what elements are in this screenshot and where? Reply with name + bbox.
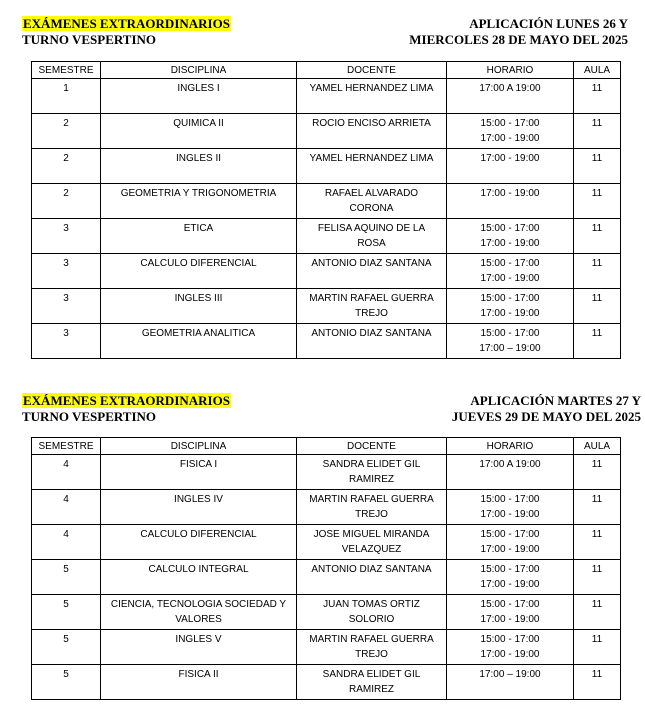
cell-docente: FELISA AQUINO DE LA ROSA [297,219,447,254]
col-header-disciplina: DISCIPLINA [101,438,297,455]
col-header-docente: DOCENTE [297,438,447,455]
cell-semestre: 2 [32,114,101,149]
cell-aula: 11 [574,630,621,665]
application-line-2: MIERCOLES 28 DE MAYO DEL 2025 [409,32,628,47]
section-shift: TURNO VESPERTINO [22,409,157,424]
cell-disciplina: INGLES II [101,149,297,184]
cell-docente: MARTIN RAFAEL GUERRA TREJO [297,289,447,324]
cell-docente: YAMEL HERNANDEZ LIMA [297,149,447,184]
cell-horario: 15:00 - 17:00 17:00 – 19:00 [447,324,574,359]
col-header-docente: DOCENTE [297,62,447,79]
cell-horario: 15:00 - 17:00 17:00 - 19:00 [447,289,574,324]
cell-docente: JOSE MIGUEL MIRANDA VELAZQUEZ [297,525,447,560]
cell-aula: 11 [574,455,621,490]
cell-horario: 17:00 A 19:00 [447,79,574,114]
cell-aula: 11 [574,490,621,525]
col-header-horario: HORARIO [447,62,574,79]
application-dates [452,393,641,425]
cell-horario: 15:00 - 17:00 17:00 - 19:00 [447,254,574,289]
table-row [32,324,621,359]
cell-semestre: 4 [32,455,101,490]
cell-disciplina: FISICA I [101,455,297,490]
cell-semestre: 5 [32,630,101,665]
cell-aula: 11 [574,79,621,114]
cell-horario: 17:00 – 19:00 [447,665,574,700]
cell-docente: MARTIN RAFAEL GUERRA TREJO [297,630,447,665]
cell-docente: RAFAEL ALVARADO CORONA [297,184,447,219]
cell-semestre: 5 [32,665,101,700]
cell-semestre: 3 [32,324,101,359]
col-header-horario: HORARIO [447,438,574,455]
table-row [32,289,621,324]
application-line-1: APLICACIÓN LUNES 26 Y [469,16,628,31]
cell-docente: SANDRA ELIDET GIL RAMIREZ [297,665,447,700]
table-row [32,149,621,184]
col-header-disciplina: DISCIPLINA [101,62,297,79]
cell-semestre: 5 [32,560,101,595]
table-row [32,455,621,490]
exam-table [31,61,621,359]
col-header-aula: AULA [574,62,621,79]
section-title: EXÁMENES EXTRAORDINARIOS [23,16,230,31]
cell-semestre: 2 [32,149,101,184]
cell-horario: 15:00 - 17:00 17:00 - 19:00 [447,490,574,525]
application-line-2: JUEVES 29 DE MAYO DEL 2025 [451,409,641,424]
cell-disciplina: QUIMICA II [101,114,297,149]
cell-semestre: 4 [32,525,101,560]
col-header-semestre: SEMESTRE [32,438,101,455]
cell-semestre: 3 [32,219,101,254]
table-row [32,79,621,114]
application-dates [409,16,628,48]
table-row [32,254,621,289]
cell-horario: 17:00 - 19:00 [447,149,574,184]
cell-aula: 11 [574,525,621,560]
cell-disciplina: CALCULO DIFERENCIAL [101,254,297,289]
cell-disciplina: GEOMETRIA ANALITICA [101,324,297,359]
cell-aula: 11 [574,324,621,359]
cell-aula: 11 [574,219,621,254]
cell-horario: 15:00 - 17:00 17:00 - 19:00 [447,630,574,665]
cell-disciplina: GEOMETRIA Y TRIGONOMETRIA [101,184,297,219]
cell-semestre: 3 [32,254,101,289]
cell-aula: 11 [574,560,621,595]
cell-horario: 15:00 - 17:00 17:00 - 19:00 [447,219,574,254]
table-header-row [32,62,621,79]
cell-horario: 17:00 A 19:00 [447,455,574,490]
cell-aula: 11 [574,289,621,324]
exam-table [31,437,621,700]
cell-disciplina: ETICA [101,219,297,254]
cell-disciplina: CIENCIA, TECNOLOGIA SOCIEDAD Y VALORES [101,595,297,630]
cell-disciplina: INGLES I [101,79,297,114]
cell-horario: 15:00 - 17:00 17:00 - 19:00 [447,560,574,595]
table-row [32,595,621,630]
table-row [32,490,621,525]
cell-disciplina: INGLES V [101,630,297,665]
section-shift: TURNO VESPERTINO [22,32,157,47]
cell-aula: 11 [574,114,621,149]
table-header-row [32,438,621,455]
cell-disciplina: CALCULO INTEGRAL [101,560,297,595]
table-row [32,114,621,149]
cell-horario: 15:00 - 17:00 17:00 - 19:00 [447,114,574,149]
section-heading [22,16,231,48]
cell-aula: 11 [574,254,621,289]
table-row [32,184,621,219]
section-title: EXÁMENES EXTRAORDINARIOS [23,393,230,408]
cell-docente: SANDRA ELIDET GIL RAMIREZ [297,455,447,490]
table-row [32,665,621,700]
cell-horario: 15:00 - 17:00 17:00 - 19:00 [447,595,574,630]
table-row [32,630,621,665]
cell-aula: 11 [574,665,621,700]
col-header-semestre: SEMESTRE [32,62,101,79]
cell-disciplina: FISICA II [101,665,297,700]
cell-semestre: 4 [32,490,101,525]
cell-docente: ANTONIO DIAZ SANTANA [297,254,447,289]
cell-disciplina: INGLES IV [101,490,297,525]
cell-aula: 11 [574,149,621,184]
cell-docente: ANTONIO DIAZ SANTANA [297,324,447,359]
table-row [32,525,621,560]
section-heading [22,393,231,425]
cell-semestre: 1 [32,79,101,114]
cell-disciplina: CALCULO DIFERENCIAL [101,525,297,560]
cell-aula: 11 [574,595,621,630]
cell-horario: 17:00 - 19:00 [447,184,574,219]
table-row [32,219,621,254]
cell-horario: 15:00 - 17:00 17:00 - 19:00 [447,525,574,560]
cell-aula: 11 [574,184,621,219]
application-line-1: APLICACIÓN MARTES 27 Y [470,393,641,408]
cell-docente: YAMEL HERNANDEZ LIMA [297,79,447,114]
table-row [32,560,621,595]
cell-semestre: 3 [32,289,101,324]
cell-docente: MARTIN RAFAEL GUERRA TREJO [297,490,447,525]
cell-semestre: 5 [32,595,101,630]
cell-semestre: 2 [32,184,101,219]
col-header-aula: AULA [574,438,621,455]
cell-disciplina: INGLES III [101,289,297,324]
cell-docente: ROCIO ENCISO ARRIETA [297,114,447,149]
cell-docente: JUAN TOMAS ORTIZ SOLORIO [297,595,447,630]
cell-docente: ANTONIO DIAZ SANTANA [297,560,447,595]
